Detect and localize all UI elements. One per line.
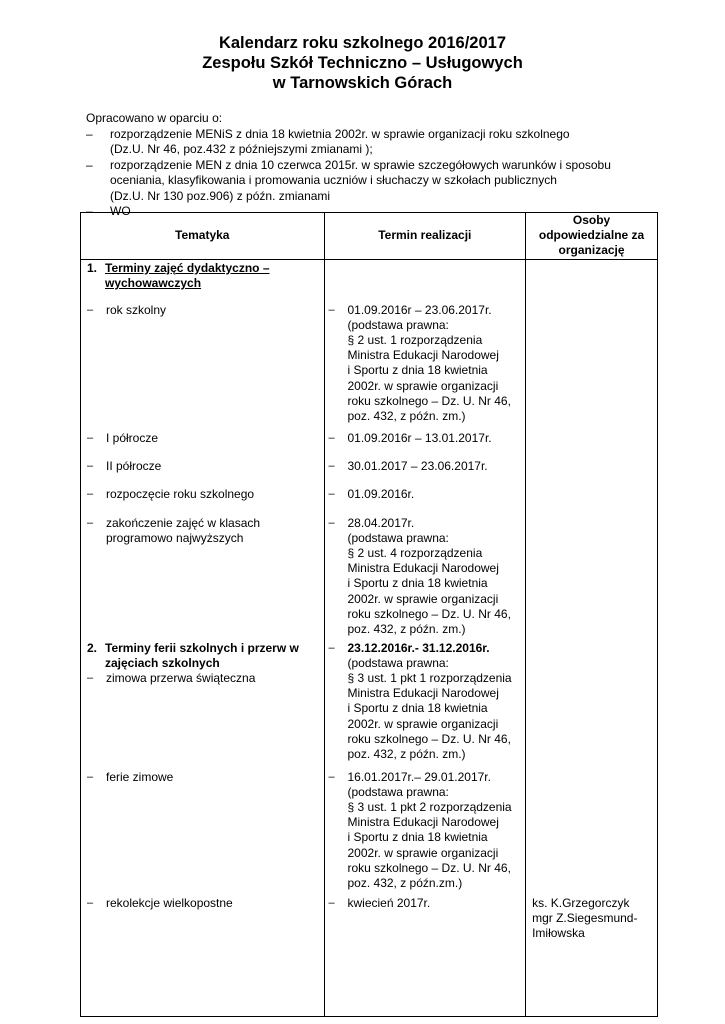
dash-marker: ‒ (328, 431, 335, 444)
topic-text: rekolekcje wielkopostne (106, 895, 233, 910)
term-line: roku szkolnego – Dz. U. Nr 46, (347, 606, 511, 621)
topic-text: rok szkolny (106, 302, 167, 317)
dash-marker: ‒ (86, 204, 93, 218)
dash-marker: ‒ (86, 126, 93, 141)
term-line: 16.01.2017r.– 29.01.2017r. (347, 769, 491, 784)
legal-basis-text: rozporządzenie MEN z dnia 10 czerwca 2015r. w sprawie szczegółowych warunków i sposobu (110, 157, 611, 172)
topic-text: I półrocze (106, 430, 159, 445)
section-title-line: Terminy ferii szkolnych i przerw w (105, 640, 299, 655)
term-text (348, 303, 511, 425)
header-persons-line: Osoby (572, 213, 611, 227)
term-line: 28.04.2017r. (347, 515, 415, 530)
term-text: 01.09.2016r – 13.01.2017r. (347, 430, 492, 445)
dash-marker: ‒ (328, 770, 335, 783)
term-line: (podstawa prawna: (347, 655, 449, 670)
topic-text: ferie zimowe (106, 769, 174, 784)
person-line: mgr Z.Siegesmund- (532, 910, 638, 925)
term-line: 23.12.2016r.- 31.12.2016r. (347, 640, 490, 655)
dash-marker: ‒ (87, 671, 94, 684)
topic-text: rozpoczęcie roku szkolnego (106, 486, 255, 501)
term-line: i Sportu z dnia 18 kwietnia (347, 701, 488, 716)
dash-marker: ‒ (328, 459, 335, 472)
section-title (105, 641, 299, 671)
title-line-3: w Tarnowskich Górach (272, 74, 453, 92)
dash-marker: ‒ (328, 896, 335, 909)
term-text (348, 516, 511, 638)
responsible-persons (532, 896, 637, 942)
document-title (0, 33, 725, 93)
term-line: § 2 ust. 1 rozporządzenia (347, 333, 483, 348)
section-title-line: wychowawczych (105, 275, 202, 290)
term-text (348, 641, 512, 763)
section-title-line: Terminy zajęć dydaktyczno – (105, 260, 270, 275)
header-topic: Tematyka (81, 213, 325, 260)
term-line: 2002r. w sprawie organizacji (347, 591, 499, 606)
topic-cell (81, 259, 325, 1016)
legal-basis-item (86, 158, 666, 205)
dash-marker: ‒ (328, 516, 335, 529)
person-line: ks. K.Grzegorczyk (532, 895, 630, 910)
calendar-table (80, 212, 658, 1017)
term-line: Ministra Edukacji Narodowej (347, 561, 499, 576)
term-line: § 3 ust. 1 pkt 1 rozporządzenia (347, 671, 512, 686)
term-line: poz. 432, z późn. zm.) (347, 622, 466, 637)
term-line: roku szkolnego – Dz. U. Nr 46, (347, 731, 511, 746)
term-line: i Sportu z dnia 18 kwietnia (347, 830, 488, 845)
header-persons-line: odpowiedzialne za (538, 228, 645, 243)
legal-basis-item (86, 127, 666, 158)
term-line: poz. 432, z późn. zm.) (347, 409, 466, 424)
table-row (81, 259, 658, 1016)
legal-basis-text: (Dz.U. Nr 46, poz.432 z późniejszymi zmianami ); (110, 142, 373, 156)
dash-marker: ‒ (87, 487, 94, 500)
section-title-line: zajęciach szkolnych (105, 655, 220, 670)
header-term: Termin realizacji (324, 213, 526, 260)
term-line: 2002r. w sprawie organizacji (347, 716, 499, 731)
term-line: i Sportu z dnia 18 kwietnia (347, 363, 488, 378)
section-number: 2. (87, 640, 98, 655)
legal-basis (86, 111, 666, 220)
topic-line: zakończenie zajęć w klasach (106, 515, 261, 530)
term-line: poz. 432, z późn. zm.) (347, 747, 466, 762)
term-text: kwiecień 2017r. (347, 895, 431, 910)
legal-basis-text: (Dz.U. Nr 130 poz.906) z późn. zmianami (110, 188, 331, 203)
title-line-1: Kalendarz roku szkolnego 2016/2017 (218, 34, 507, 52)
legal-basis-text: rozporządzenie MENiS z dnia 18 kwietnia 2002r. w sprawie organizacji roku szkolnego (110, 126, 570, 141)
term-line: roku szkolnego – Dz. U. Nr 46, (347, 860, 511, 875)
term-line: Ministra Edukacji Narodowej (347, 686, 499, 701)
term-line: roku szkolnego – Dz. U. Nr 46, (347, 393, 511, 408)
term-line: 2002r. w sprawie organizacji (347, 378, 499, 393)
topic-text: zimowa przerwa świąteczna (106, 670, 256, 685)
term-line: Ministra Edukacji Narodowej (347, 815, 499, 830)
persons-cell (526, 259, 658, 1016)
topic-text: II półrocze (106, 458, 162, 473)
legal-basis-lead: Opracowano w oparciu o: (86, 111, 223, 125)
section-title (105, 261, 270, 291)
dash-marker: ‒ (87, 431, 94, 444)
dash-marker: ‒ (87, 770, 94, 783)
table-header-row (81, 213, 658, 260)
section-number: 1. (87, 260, 98, 275)
term-line: 01.09.2016r – 23.06.2017r. (347, 302, 492, 317)
person-line: Imiłowska (532, 926, 585, 941)
title-line-2: Zespołu Szkół Techniczno – Usługowych (202, 54, 523, 72)
dash-marker: ‒ (328, 487, 335, 500)
topic-text (106, 516, 260, 546)
term-text: 30.01.2017 – 23.06.2017r. (347, 458, 488, 473)
term-line: (podstawa prawna: (347, 784, 449, 799)
header-persons-line: organizację (558, 243, 625, 258)
term-line: poz. 432, z późn.zm.) (347, 876, 463, 891)
dash-marker: ‒ (328, 641, 335, 654)
term-line: § 3 ust. 1 pkt 2 rozporządzenia (347, 800, 512, 815)
term-text (348, 770, 512, 892)
term-line: § 2 ust. 4 rozporządzenia (347, 546, 483, 561)
dash-marker: ‒ (87, 896, 94, 909)
topic-line: programowo najwyższych (106, 530, 244, 545)
dash-marker: ‒ (87, 516, 94, 529)
dash-marker: ‒ (87, 459, 94, 472)
term-line: (podstawa prawna: (347, 317, 449, 332)
dash-marker: ‒ (87, 303, 94, 316)
dash-marker: ‒ (86, 157, 93, 172)
term-line: i Sportu z dnia 18 kwietnia (347, 576, 488, 591)
dash-marker: ‒ (328, 303, 335, 316)
legal-basis-text: WO (110, 204, 131, 218)
term-text: 01.09.2016r. (347, 486, 415, 501)
term-cell (324, 259, 526, 1016)
legal-basis-text: oceniania, klasyfikowania i promowania uczniów i słuchaczy w szkołach publicznych (110, 173, 557, 187)
term-line: 2002r. w sprawie organizacji (347, 845, 499, 860)
header-persons (526, 213, 658, 260)
term-line: Ministra Edukacji Narodowej (347, 348, 499, 363)
term-line: (podstawa prawna: (347, 530, 449, 545)
